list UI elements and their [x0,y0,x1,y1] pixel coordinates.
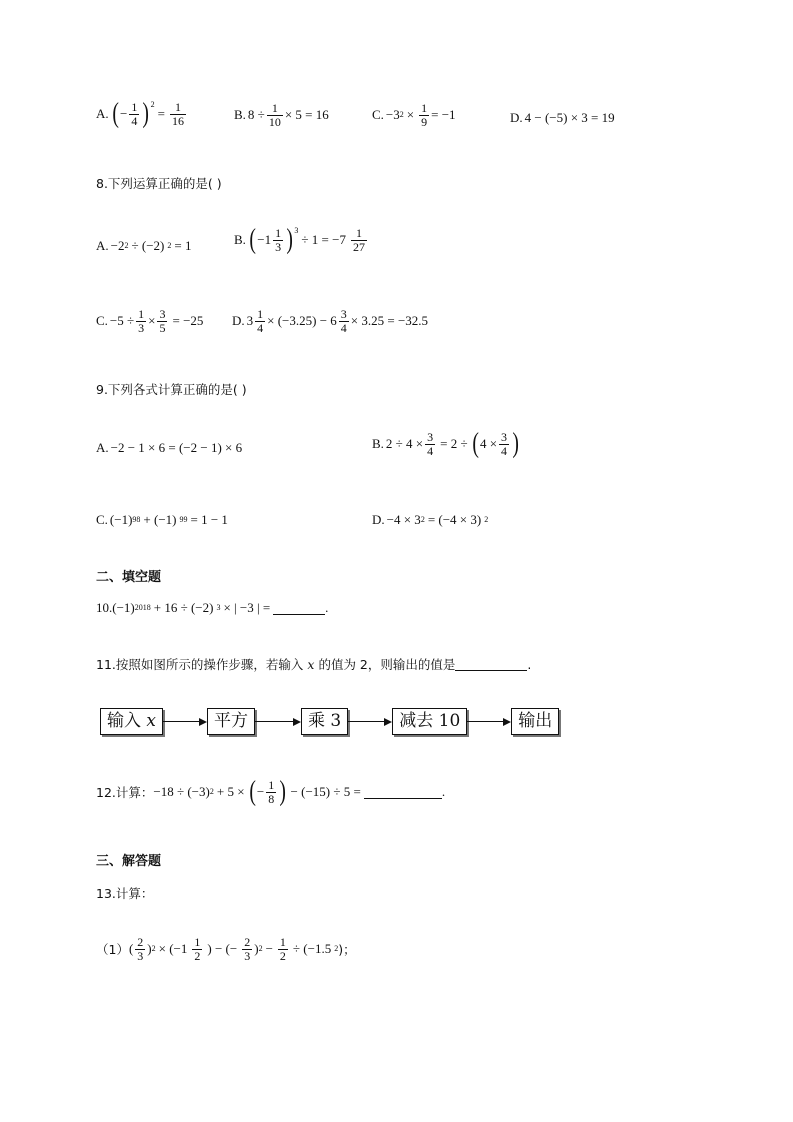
flow-arrow [467,718,511,726]
q8-option-d: D. 3 $\frac{1}{4}$ × (−3.25) − 6 $\frac{3}{4}$ × 3.25 = −32.5 [232,307,429,335]
q10-answer-blank[interactable] [273,602,325,615]
q10: 10. (−1) 2018 + 16 ÷ (−2) 3 × | −3 | = . [96,600,329,615]
q8-title: 8.下列运算正确的是( ) [96,176,222,191]
q9-option-b: B. 2 ÷ 4 × $\frac{3}{4}$ = 2 ÷ ( 4 × $\frac{3}{4}$ ) [372,428,519,459]
q12: 12.计算： −18 ÷ (−3) 2 + 5 × ( − $\frac{1}{8}$ ) − (−15) ÷ 5 = . [96,776,446,807]
flow-box-output: 输出 [511,708,559,735]
q11: 11.按照如图所示的操作步骤，若输入 x 的值为 2，则输出的值是 . [96,656,532,672]
flow-arrow [163,718,207,726]
q12-answer-blank[interactable] [364,786,442,799]
q7-option-a: A. ( − $\frac{1}{4}$ ) 2 = $\frac{1}{16}$ [96,98,184,129]
flow-box-subtract: 减去 10 [392,708,467,735]
q7-option-d: D. 4 − (−5) × 3 = 19 [510,110,615,125]
flow-arrow [255,718,301,726]
flow-arrow [348,718,392,726]
q9-title: 9.下列各式计算正确的是( ) [96,382,247,397]
q8-option-a: A. −2 2 ÷ (−2) 2 = 1 [96,238,192,253]
q9-option-a: A. −2 − 1 × 6 = (−2 − 1) × 6 [96,440,243,455]
q9-option-d: D. −4 × 3 2 = (−4 × 3) 2 [372,512,489,527]
flow-box-square: 平方 [207,708,255,735]
q13-part1: （1） ( $\frac{2}{3}$ ) 2 × (−1 $\frac{1}{2}$ ) − (− $\frac{2}{3}$ ) 2 − $\frac{1}{2}$ ÷ (−1.5 2 )； [96,935,356,963]
q9-option-c: C. (−1) 98 + (−1) 99 = 1 − 1 [96,512,228,527]
q13-title: 13.计算： [96,886,154,901]
section-fill-in-heading: 二、填空题 [96,570,162,585]
q7-option-c: C. −3 2 × $\frac{1}{9}$ = −1 [372,101,456,129]
flow-box-input: 输入 x [100,708,163,735]
q11-answer-blank[interactable] [455,658,527,671]
operation-flow-diagram [100,708,559,735]
flow-box-multiply: 乘 3 [301,708,348,735]
q7-option-b: B. 8 ÷ $\frac{1}{10}$ × 5 = 16 [234,101,329,129]
section-answer-heading: 三、解答题 [96,854,162,869]
q8-option-c: C. −5 ÷ $\frac{1}{3}$ × $\frac{3}{5}$ = −25 [96,307,204,335]
q8-option-b: B. ( −1 $\frac{1}{3}$ ) 3 ÷ 1 = −7 $\frac{1}{27}$ [234,224,365,255]
